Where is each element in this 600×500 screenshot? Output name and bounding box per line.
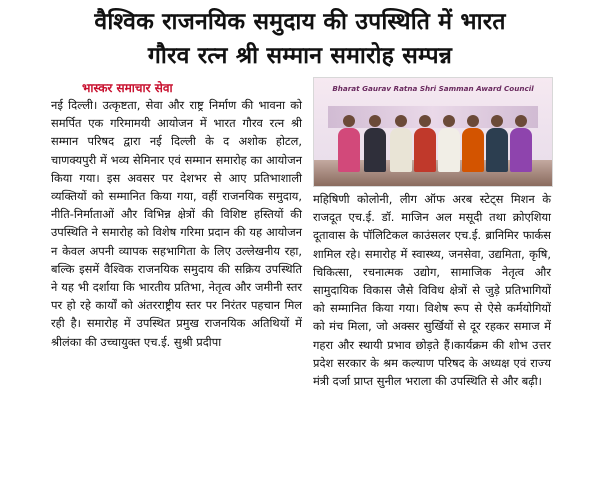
article-left-column: नई दिल्ली। उत्कृष्टता, सेवा और राष्ट्र निर्माण की भावना को समर्पित एक गरिमामयी आयोजन में भारत गौरव रत्न श्री सम्मान परिषद द्वारा नई दिल्ली के द अशोक होटल, चाणक्यपुरी में भव्य सेमिनार एवं सम्मान समारोह का आयोजन किया गया। इस अवसर पर देशभर से आए प्रतिभाशाली व्यक्तियों को सम्मानित किया गया, वहीं राजनयिक समुदाय, नीति-निर्माताओं और विभिन्न क्षेत्रों की विशिष्ट हस्तियों की उपस्थिति ने समारोह को विशेष गरिमा प्रदान की यह आयोजन न केवल अपनी व्यापक सहभागिता के लिए उल्लेखनीय रहा, बल्कि इसमें वैश्विक राजनयिक समुदाय की सक्रिय उपस्थिति ने यह भी दर्शाया कि भारतीय प्रतिभा, नेतृत्व और जमीनी स्तर पर हो रहे कार्यों को अंतरराष्ट्रीय स्तर पर निरंतर पहचान मिल रही है। समारोह में उपस्थित प्रमुख राजनयिक अतिथियों में श्रीलंका की उच्चायुक्त एच.ई. सुश्री प्रदीपा — [51, 98, 302, 349]
person-figure — [510, 115, 532, 172]
photo-banner-text: Bharat Gaurav Ratna Shri Samman Award Council — [332, 84, 534, 93]
person-figure — [338, 115, 360, 172]
person-figure — [486, 115, 508, 172]
person-figure — [462, 115, 484, 172]
article-right-column: महिषिणी कोलोनी, लीग ऑफ अरब स्टेट्स मिशन के राजदूत एच.ई. डॉ. माजिन अल मसूदी तथा क्रोएशिया दूतावास के पॉलिटिकल काउंसलर एच.ई. ब्रानिमिर फार्कस शामिल रहे। समारोह में स्वास्थ्य, जनसेवा, उद्यमिता, कृषि, चिकित्सा, रचनात्मक उद्योग, सामाजिक नेतृत्व और सामुदायिक विकास जैसे विविध क्षेत्रों से जुड़े प्रतिभागियों को सम्मानित किया गया। विशेष रूप से ऐसे कर्मयोगियों को मंच मिला, जो अक्सर सुर्खियों से दूर रहकर समाज में गहरा और स्थायी प्रभाव छोड़ते हैं।कार्यक्रम की शोभ उत्तर प्रदेश सरकार के श्रम कल्याण परिषद के अध्यक्ष एवं राज्य मंत्री दर्जा प्राप्त सुनील भराला की उपस्थिति से और बढ़ी। — [313, 192, 551, 389]
headline-line-2: गौरव रत्न श्री सम्मान समारोह सम्पन्न — [147, 43, 453, 69]
person-figure — [390, 115, 412, 172]
person-figure — [438, 115, 460, 172]
byline: भास्कर समाचार सेवा — [82, 81, 173, 95]
person-figure — [364, 115, 386, 172]
event-photo — [313, 77, 553, 187]
headline-line-1: वैश्विक राजनयिक समुदाय की उपस्थिति में भारत — [94, 9, 506, 35]
person-figure — [414, 115, 436, 172]
